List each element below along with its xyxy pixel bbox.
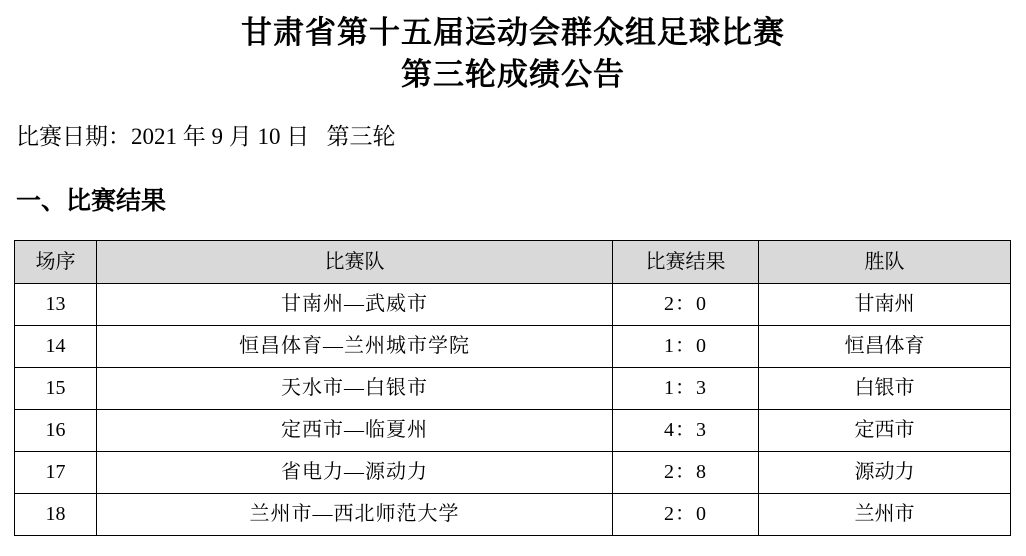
cell-order: 13 [15, 284, 97, 326]
cell-teams: 甘南州—武威市 [97, 284, 613, 326]
page-title [14, 12, 1012, 96]
cell-winner: 恒昌体育 [759, 326, 1011, 368]
table-row [15, 452, 1011, 494]
cell-order: 16 [15, 410, 97, 452]
cell-score: 4：3 [613, 410, 759, 452]
table-row [15, 326, 1011, 368]
cell-score: 2：0 [613, 284, 759, 326]
cell-winner: 兰州市 [759, 494, 1011, 536]
cell-winner: 源动力 [759, 452, 1011, 494]
table-row [15, 494, 1011, 536]
column-header-winner: 胜队 [759, 241, 1011, 284]
cell-teams: 恒昌体育—兰州城市学院 [97, 326, 613, 368]
cell-teams: 兰州市—西北师范大学 [97, 494, 613, 536]
cell-winner: 定西市 [759, 410, 1011, 452]
column-header-teams: 比赛队 [97, 241, 613, 284]
cell-winner: 甘南州 [759, 284, 1011, 326]
cell-order: 15 [15, 368, 97, 410]
page-title-line-1: 甘肃省第十五届运动会群众组足球比赛 [241, 15, 785, 50]
cell-score: 2：8 [613, 452, 759, 494]
table-row [15, 368, 1011, 410]
section-heading-results: 一、比赛结果 [16, 188, 167, 215]
match-date-line: 比赛日期：2021 年 9 月 10 日 第三轮 [16, 124, 396, 149]
results-table [14, 240, 1011, 536]
cell-order: 17 [15, 452, 97, 494]
cell-score: 2：0 [613, 494, 759, 536]
column-header-score: 比赛结果 [613, 241, 759, 284]
cell-order: 18 [15, 494, 97, 536]
cell-score: 1：0 [613, 326, 759, 368]
cell-score: 1：3 [613, 368, 759, 410]
column-header-order: 场序 [15, 241, 97, 284]
table-row [15, 410, 1011, 452]
table-row [15, 284, 1011, 326]
cell-teams: 定西市—临夏州 [97, 410, 613, 452]
page-title-line-2: 第三轮成绩公告 [401, 57, 625, 92]
cell-teams: 天水市—白银市 [97, 368, 613, 410]
cell-winner: 白银市 [759, 368, 1011, 410]
cell-teams: 省电力—源动力 [97, 452, 613, 494]
cell-order: 14 [15, 326, 97, 368]
table-header-row [15, 241, 1011, 284]
